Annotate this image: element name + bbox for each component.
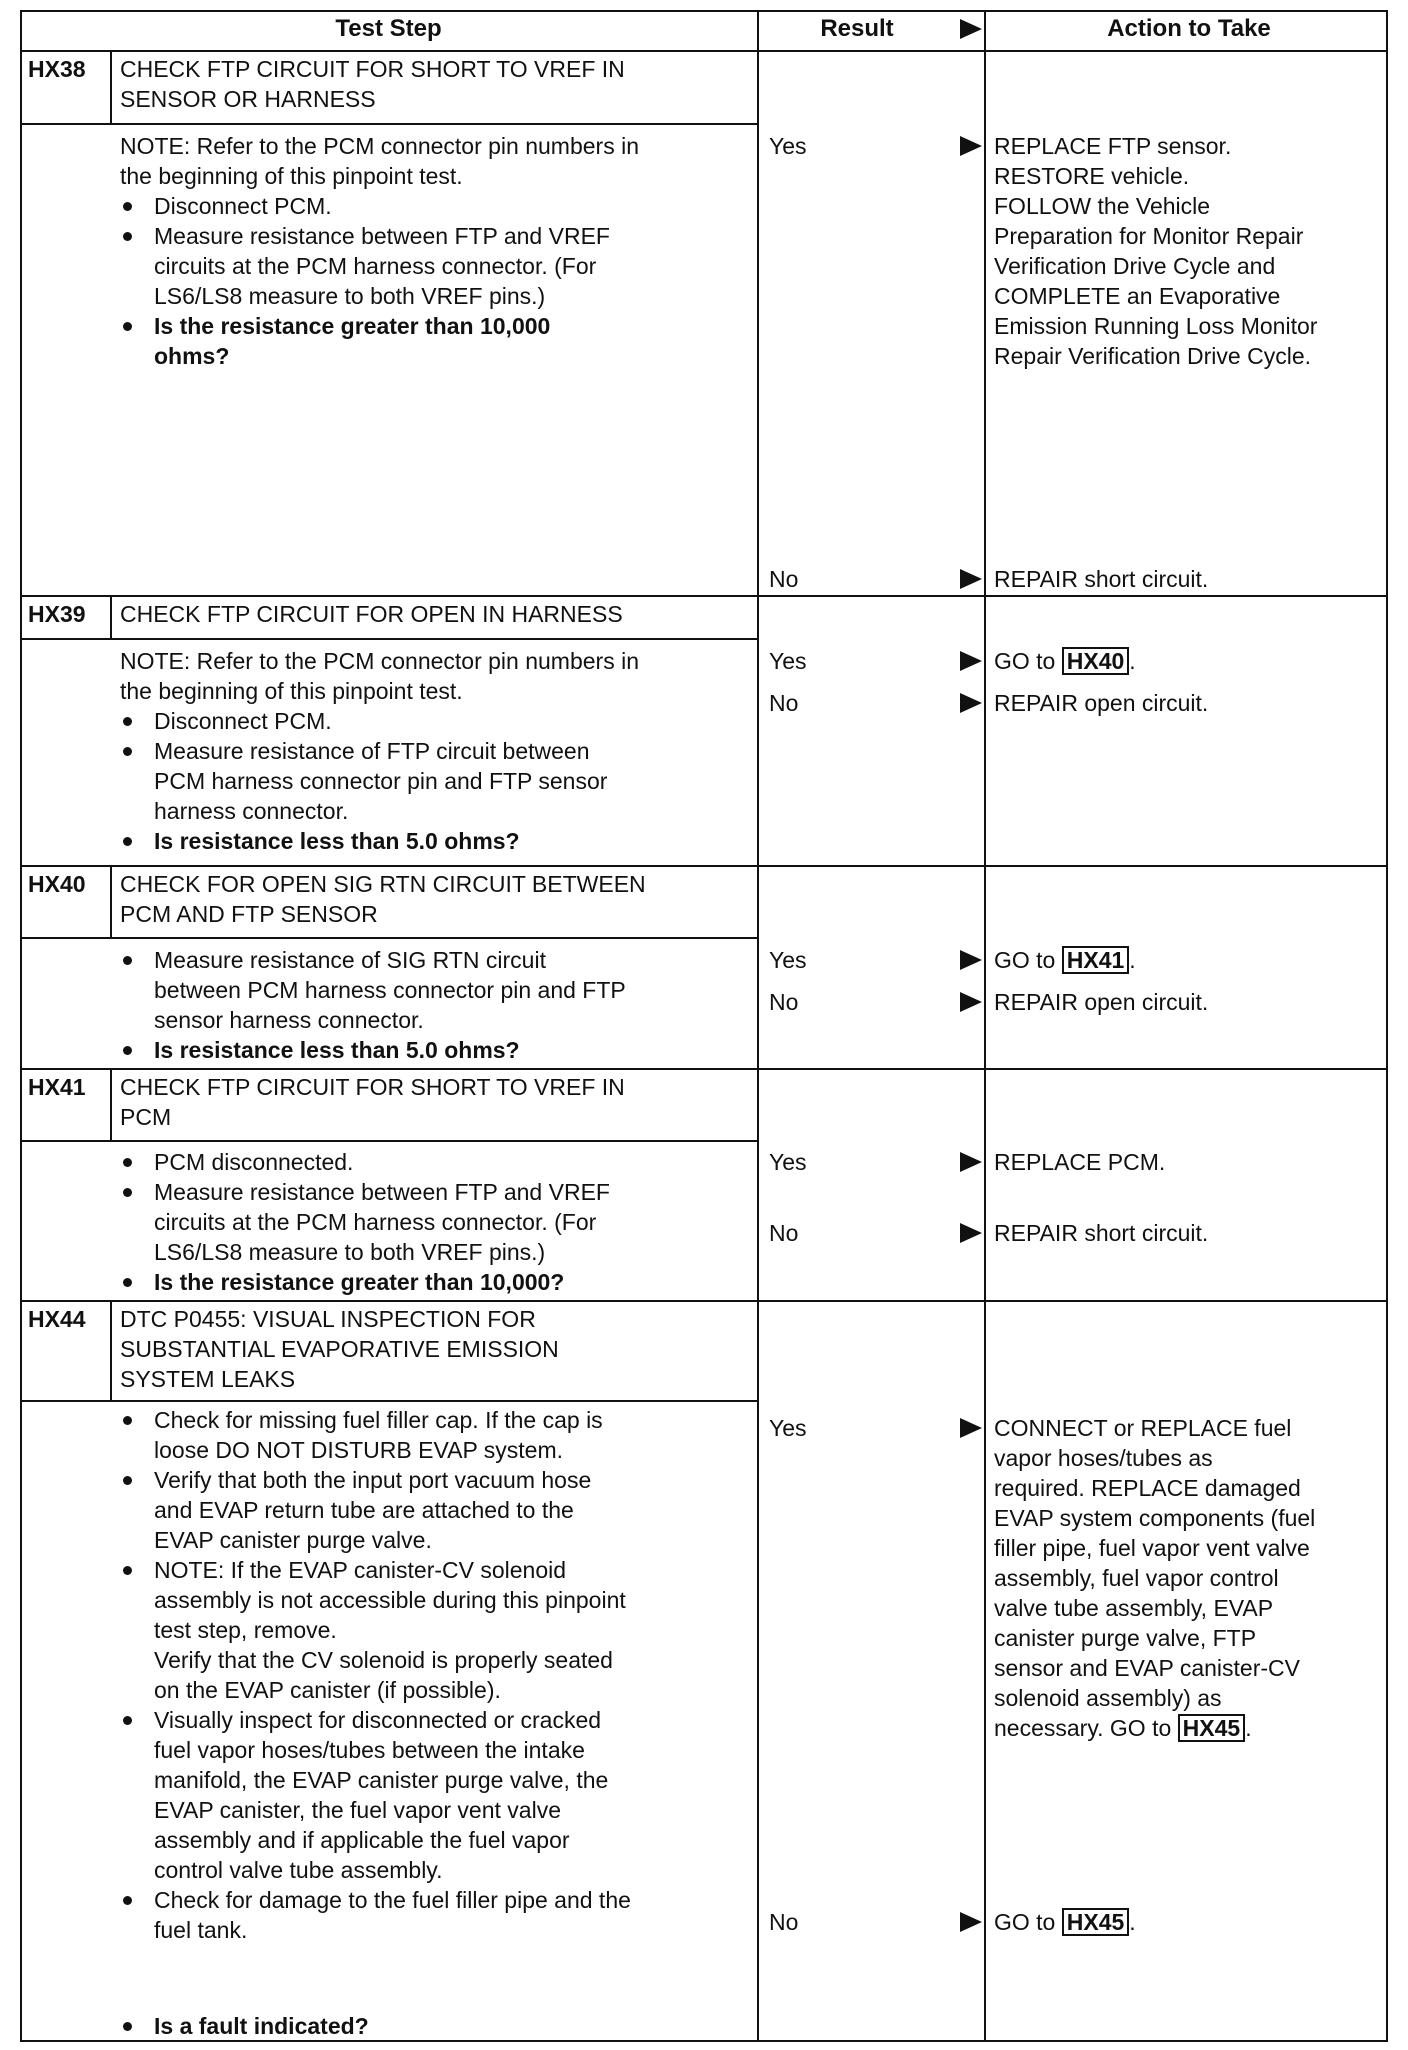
bullet-text-line: PCM harness connector pin and FTP sensor [154,768,608,794]
row-divider [20,595,1388,597]
bullet-icon [123,1566,132,1575]
action-line: RESTORE vehicle. [994,163,1190,189]
bullet-icon [123,717,132,726]
action-line: Preparation for Monitor Repair [994,223,1304,249]
column-divider [110,1068,112,1140]
bullet-text-line: Check for damage to the fuel filler pipe and the [154,1887,631,1913]
bullet-icon [123,1046,132,1055]
action-line: REPAIR short circuit. [994,1220,1209,1246]
goto-suffix: . [1245,1715,1252,1741]
step-title-line: CHECK FTP CIRCUIT FOR OPEN IN HARNESS [120,601,623,627]
step-id: HX41 [28,1074,86,1100]
action-line: REPLACE PCM. [994,1149,1166,1175]
bullet-icon [123,202,132,211]
step-title-line: SYSTEM LEAKS [120,1366,296,1392]
action-line: Verification Drive Cycle and [994,253,1276,279]
step-title-line: PCM [120,1104,172,1130]
bullet-text-line: Is the resistance greater than 10,000 [154,313,551,339]
column-divider [984,12,986,2040]
bullet-icon [123,2022,132,2031]
row-divider [20,1300,1388,1302]
result-arrow-icon [960,569,982,589]
goto-prefix: GO to [994,648,1062,674]
column-divider [757,12,759,2040]
row-divider [20,865,1388,867]
bullet-text-line: LS6/LS8 measure to both VREF pins.) [154,1239,546,1265]
note-line: NOTE: Refer to the PCM connector pin numbers in [120,648,639,674]
action-line: assembly, fuel vapor control [994,1565,1279,1591]
bullet-text-line: assembly and if applicable the fuel vapor [154,1827,570,1853]
bullet-text-line: ohms? [154,343,230,369]
action-line: CONNECT or REPLACE fuel [994,1415,1292,1441]
action-line: vapor hoses/tubes as [994,1445,1213,1471]
bullet-text-line: Check for missing fuel filler cap. If the cap is [154,1407,603,1433]
action-goto [994,1713,1252,1743]
action-line: EVAP system components (fuel [994,1505,1316,1531]
row-divider [20,1400,757,1402]
step-reference-link[interactable]: HX45 [1062,1908,1130,1936]
action-line: filler pipe, fuel vapor vent valve [994,1535,1310,1561]
bullet-text-line: PCM disconnected. [154,1149,354,1175]
bullet-text-line: loose DO NOT DISTURB EVAP system. [154,1437,563,1463]
step-reference-link[interactable]: HX41 [1062,946,1130,974]
bullet-text-line: between PCM harness connector pin and FTP [154,977,626,1003]
result-arrow-icon [960,1223,982,1243]
row-divider [20,123,757,125]
goto-prefix: necessary. GO to [994,1715,1178,1741]
step-id: HX39 [28,601,86,627]
bullet-text-line: on the EVAP canister (if possible). [154,1677,501,1703]
bullet-text-line: Disconnect PCM. [154,193,332,219]
step-title-line: CHECK FOR OPEN SIG RTN CIRCUIT BETWEEN [120,871,646,897]
result-label: Yes [769,133,807,159]
action-line: REPAIR short circuit. [994,566,1209,592]
goto-suffix: . [1129,1909,1136,1935]
step-title-line: PCM AND FTP SENSOR [120,901,378,927]
bullet-text-line: and EVAP return tube are attached to the [154,1497,574,1523]
step-title-line: CHECK FTP CIRCUIT FOR SHORT TO VREF IN [120,1074,625,1100]
bullet-text-line: assembly is not accessible during this pinpoint [154,1587,626,1613]
result-arrow-icon [960,1912,982,1932]
bullet-text-line: harness connector. [154,798,349,824]
bullet-icon [123,1896,132,1905]
goto-prefix: GO to [994,947,1062,973]
bullet-text-line: Disconnect PCM. [154,708,332,734]
note-line: the beginning of this pinpoint test. [120,678,463,704]
bullet-icon [123,322,132,331]
bullet-icon [123,1158,132,1167]
bullet-text-line: fuel tank. [154,1917,248,1943]
row-divider [20,1140,757,1142]
result-arrow-icon [960,950,982,970]
result-arrow-icon [960,992,982,1012]
header-action: Action to Take [1107,15,1271,42]
step-id: HX44 [28,1306,86,1332]
bullet-text-line: Measure resistance between FTP and VREF [154,1179,610,1205]
step-title-line: CHECK FTP CIRCUIT FOR SHORT TO VREF IN [120,56,625,82]
action-line: required. REPLACE damaged [994,1475,1301,1501]
step-id: HX40 [28,871,86,897]
row-divider [20,937,757,939]
action-line: REPAIR open circuit. [994,989,1209,1015]
row-divider [20,1068,1388,1070]
bullet-text-line: Measure resistance of FTP circuit between [154,738,590,764]
result-label: No [769,989,799,1015]
header-arrow-icon [960,19,982,39]
bullet-text-line: Verify that both the input port vacuum hose [154,1467,592,1493]
bullet-text-line: sensor harness connector. [154,1007,424,1033]
bullet-icon [123,1278,132,1287]
bullet-icon [123,232,132,241]
action-line: REPLACE FTP sensor. [994,133,1232,159]
note-line: the beginning of this pinpoint test. [120,163,463,189]
bullet-text-line: fuel vapor hoses/tubes between the intake [154,1737,585,1763]
bullet-text-line: Is the resistance greater than 10,000? [154,1269,565,1295]
header-result: Result [820,15,894,42]
result-label: No [769,1220,799,1246]
result-label: No [769,690,799,716]
result-arrow-icon [960,1418,982,1438]
goto-suffix: . [1129,648,1136,674]
step-title-line: DTC P0455: VISUAL INSPECTION FOR [120,1306,536,1332]
bullet-icon [123,1188,132,1197]
bullet-text-line: circuits at the PCM harness connector. (For [154,253,597,279]
bullet-text-line: EVAP canister, the fuel vapor vent valve [154,1797,561,1823]
row-divider [20,50,1388,52]
column-divider [110,865,112,937]
column-divider [110,50,112,123]
bullet-text-line: Is a fault indicated? [154,2013,369,2039]
result-arrow-icon [960,1152,982,1172]
bullet-icon [123,1476,132,1485]
column-divider [110,1300,112,1400]
step-reference-link[interactable]: HX40 [1062,647,1130,675]
bullet-icon [123,747,132,756]
bullet-icon [123,1416,132,1425]
result-arrow-icon [960,136,982,156]
bullet-text-line: LS6/LS8 measure to both VREF pins.) [154,283,546,309]
action-line: valve tube assembly, EVAP [994,1595,1274,1621]
bullet-text-line: Measure resistance between FTP and VREF [154,223,610,249]
bullet-text-line: NOTE: If the EVAP canister-CV solenoid [154,1557,567,1583]
action-line: COMPLETE an Evaporative [994,283,1281,309]
step-title-line: SENSOR OR HARNESS [120,86,376,112]
action-line: solenoid assembly) as [994,1685,1222,1711]
bullet-text-line: Verify that the CV solenoid is properly seated [154,1647,613,1673]
action-goto [994,945,1136,975]
action-line: sensor and EVAP canister-CV [994,1655,1300,1681]
bullet-text-line: Is resistance less than 5.0 ohms? [154,1037,520,1063]
step-reference-link[interactable]: HX45 [1178,1714,1246,1742]
bullet-icon [123,956,132,965]
goto-suffix: . [1129,947,1136,973]
action-line: REPAIR open circuit. [994,690,1209,716]
result-label: Yes [769,1415,807,1441]
action-line: Emission Running Loss Monitor [994,313,1318,339]
action-goto [994,646,1136,676]
step-title-line: SUBSTANTIAL EVAPORATIVE EMISSION [120,1336,559,1362]
action-line: FOLLOW the Vehicle [994,193,1211,219]
result-arrow-icon [960,693,982,713]
bullet-text-line: test step, remove. [154,1617,337,1643]
header-test-step: Test Step [335,15,442,42]
goto-prefix: GO to [994,1909,1062,1935]
bullet-text-line: circuits at the PCM harness connector. (For [154,1209,597,1235]
action-line: canister purge valve, FTP [994,1625,1257,1651]
bullet-text-line: Measure resistance of SIG RTN circuit [154,947,546,973]
result-label: Yes [769,648,807,674]
action-goto [994,1907,1136,1937]
row-divider [20,638,757,640]
bullet-icon [123,837,132,846]
bullet-text-line: manifold, the EVAP canister purge valve, the [154,1767,609,1793]
bullet-icon [123,1716,132,1725]
bullet-text-line: control valve tube assembly. [154,1857,443,1883]
note-line: NOTE: Refer to the PCM connector pin numbers in [120,133,639,159]
result-label: No [769,566,799,592]
bullet-text-line: Visually inspect for disconnected or cracked [154,1707,602,1733]
bullet-text-line: Is resistance less than 5.0 ohms? [154,828,520,854]
result-arrow-icon [960,651,982,671]
step-id: HX38 [28,56,86,82]
result-label: Yes [769,947,807,973]
column-divider [110,595,112,638]
result-label: No [769,1909,799,1935]
result-label: Yes [769,1149,807,1175]
bullet-text-line: EVAP canister purge valve. [154,1527,432,1553]
action-line: Repair Verification Drive Cycle. [994,343,1312,369]
